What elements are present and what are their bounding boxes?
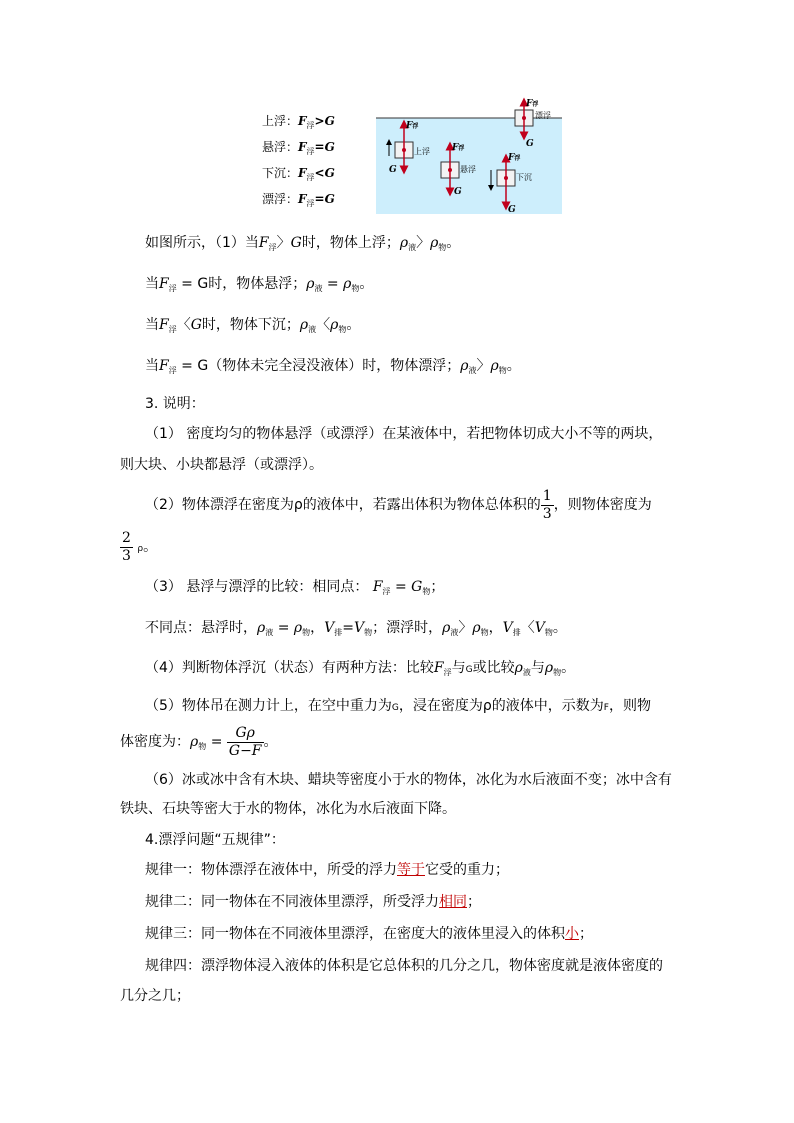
G-label-4: G	[526, 139, 534, 149]
rule-4-b: 几分之几；	[120, 988, 190, 1004]
F-label-3: F浮	[508, 153, 521, 163]
F-label-2: F浮	[452, 143, 465, 153]
fraction-one-third: $\frac{1}{3}$	[542, 487, 552, 522]
rule-3: 规律三：同一物体在不同液体里漂浮，在密度大的液体里浸入的体积小；	[145, 926, 593, 942]
G-label-1: G	[389, 165, 397, 175]
note-3-a: （3） 悬浮与漂浮的比较：相同点： $F_浮 = G_物$；	[145, 579, 445, 596]
center-dot	[504, 176, 508, 180]
box-label-rise: 上浮	[414, 147, 430, 156]
note-4: （4）判断物体浮沉（状态）有两种方法：比较$F_浮$与G或比较$\rho_液$与$\rho_物$。	[145, 660, 576, 677]
condition-rise: 如图所示，（1）当$F_浮$〉G时，物体上浮；$\rho_液$〉$\rho_物$。	[145, 235, 461, 252]
F-label-4: F浮	[526, 99, 539, 109]
label-sink: 下沉：$F_浮<G$	[262, 166, 335, 182]
condition-sink: 当$F_浮$〈G时，物体下沉；$\rho_液$〈$\rho_物$。	[145, 317, 361, 334]
note-2-a: （2）物体漂浮在密度为ρ的液体中，若露出体积为物体总体积的 $\frac{1}{3}$ ，则物体密度为	[145, 487, 652, 522]
note-6-b: 铁块、石块等密大于水的物体，冰化为水后液面下降。	[120, 801, 456, 817]
fraction-two-thirds: $\frac{2}{3}$	[122, 529, 131, 564]
section-4-heading: 4.漂浮问题“五规律”：	[145, 832, 285, 848]
box-label-float: 漂浮	[535, 111, 551, 120]
note-6-a: （6）冰或冰中含有木块、蜡块等密度小于水的物体，冰化为水后液面不变；冰中含有	[145, 772, 672, 788]
rule-1: 规律一：物体漂浮在液体中，所受的浮力等于它受的重力；	[145, 862, 509, 878]
water-tank-diagram	[374, 96, 566, 216]
note-1-b: 则大块、小块都悬浮（或漂浮）。	[120, 457, 323, 473]
buoyancy-figure	[262, 96, 566, 216]
rule-4-a: 规律四：漂浮物体浸入液体的体积是它总体积的几分之几，物体密度就是液体密度的	[145, 958, 663, 974]
note-3-b: 不同点：悬浮时，$\rho_液 = \rho_物$，$V_排=V_物$；漂浮时，$\rho_液$〉$\rho_物$，$V_排$〈$V_物$。	[145, 620, 567, 637]
note-5-b: 体密度为：$\rho_物$ = $\frac{G\rho}{G-F}$ 。	[120, 724, 278, 759]
center-dot	[448, 168, 452, 172]
box-label-sink: 下沉	[516, 173, 532, 182]
label-float: 漂浮：$F_浮=G$	[262, 192, 335, 208]
G-label-3: G	[508, 205, 516, 215]
center-dot	[522, 116, 526, 120]
note-2-b: $\frac{2}{3}$ ρ。	[122, 529, 158, 564]
rule-2: 规律二：同一物体在不同液体里漂浮，所受浮力相同；	[145, 894, 481, 910]
label-rise: 上浮：$F_浮>G$	[262, 114, 335, 130]
box-label-suspend: 悬浮	[460, 165, 476, 174]
center-dot	[402, 148, 406, 152]
section-3-heading: 3. 说明：	[145, 396, 205, 412]
label-suspend: 悬浮：$F_浮=G$	[262, 140, 335, 156]
G-label-2: G	[454, 187, 462, 197]
note-5-a: （5）物体吊在测力计上，在空中重力为G，浸在密度为ρ的液体中，示数为F，则物	[145, 698, 651, 714]
condition-float: 当$F_浮 = G$（物体未完全浸没液体）时，物体漂浮；$\rho_液$〉$\rho_物$。	[145, 358, 521, 375]
F-label-1: F浮	[406, 121, 419, 131]
density-formula: $\frac{G\rho}{G-F}$	[228, 724, 262, 759]
condition-suspend: 当$F_浮 = G$时，物体悬浮；$\rho_液 = \rho_物$。	[145, 276, 374, 293]
note-1-a: （1） 密度均匀的物体悬浮（或漂浮）在某液体中，若把物体切成大小不等的两块，	[145, 426, 663, 442]
